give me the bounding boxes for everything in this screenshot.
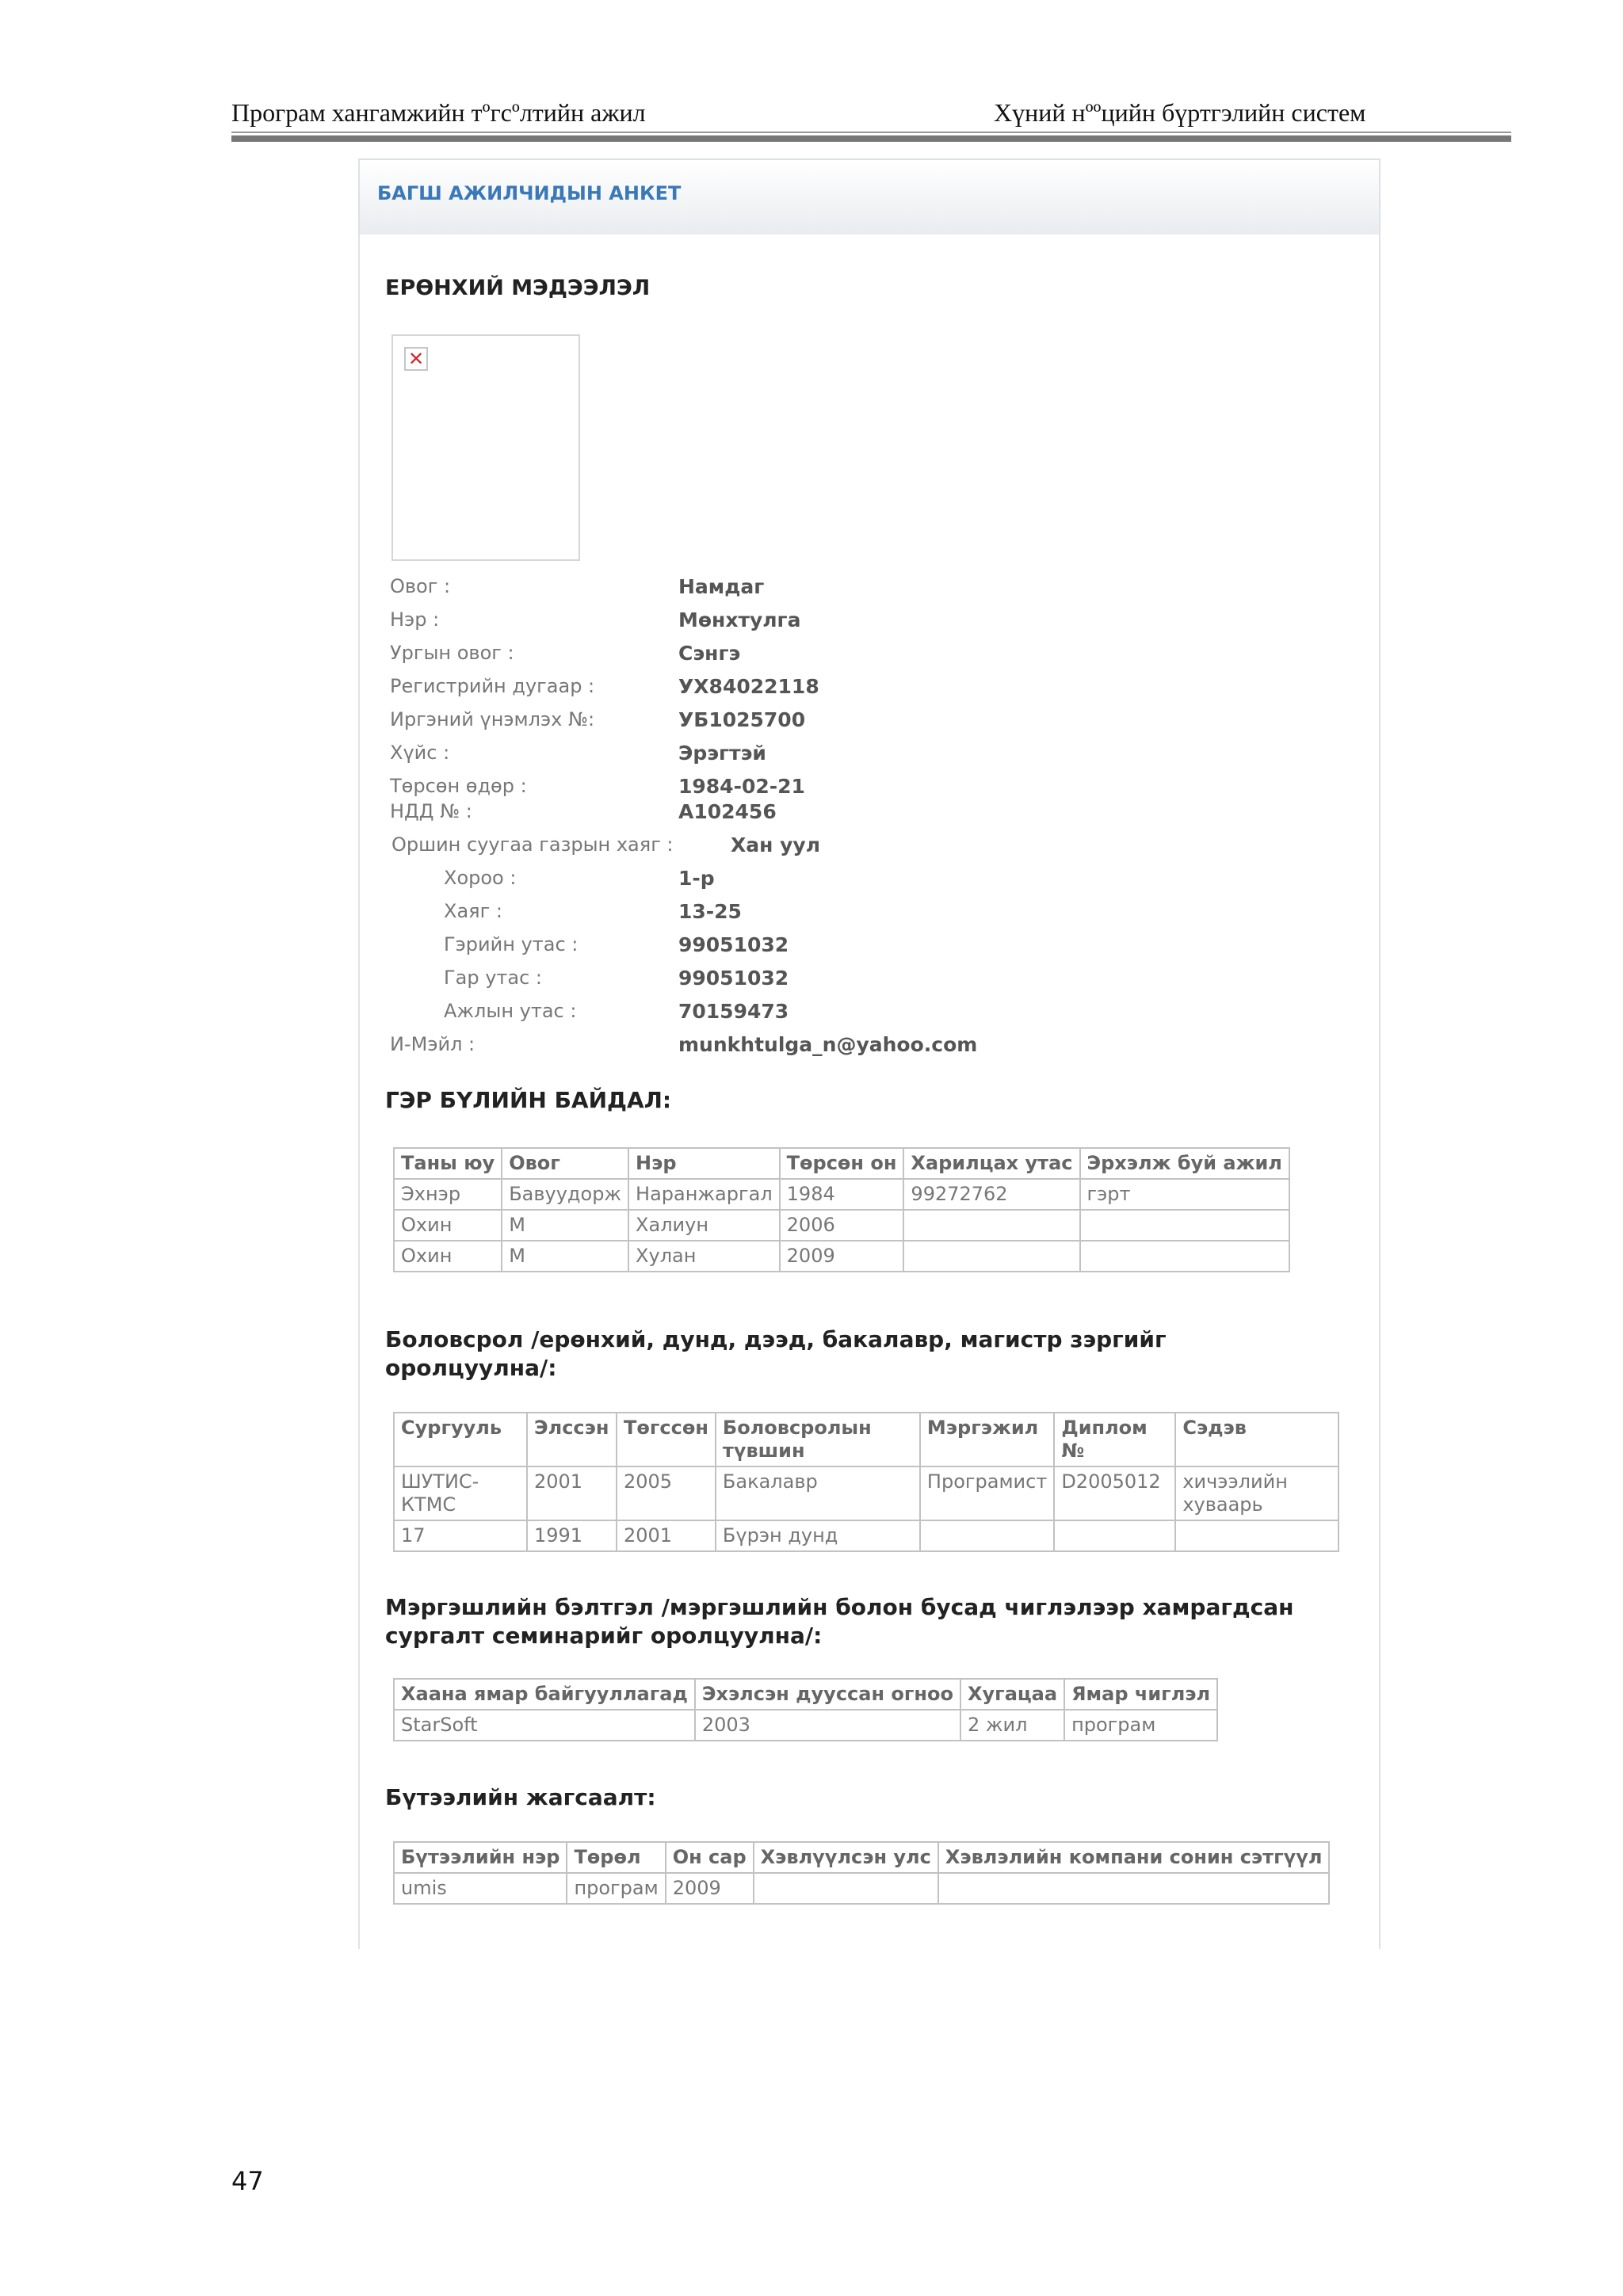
column-header: Харилцах утас — [903, 1148, 1079, 1179]
column-header: Сэдэв — [1175, 1413, 1338, 1466]
field-label-mobile: Гар утас : — [444, 967, 543, 989]
table-row — [394, 1179, 1289, 1210]
table-cell: 1991 — [527, 1520, 617, 1551]
column-header: Хэвлэлийн компани сонин сэтгүүл — [938, 1842, 1330, 1873]
table-header-row — [394, 1148, 1289, 1179]
employee-form-screenshot — [358, 158, 1381, 1949]
table-header-row — [394, 1413, 1338, 1466]
field-label-work-phone: Ажлын утас : — [444, 1000, 577, 1022]
field-label-id-card: Иргэний үнэмлэх №: — [390, 708, 595, 730]
column-header: Хэвлүүлсэн улс — [754, 1842, 938, 1873]
education-table — [393, 1412, 1339, 1552]
column-header: Төгссөн — [617, 1413, 716, 1466]
table-cell: Бүрэн дунд — [716, 1520, 920, 1551]
table-header-row — [394, 1842, 1329, 1873]
table-row — [394, 1466, 1338, 1520]
field-label-clan: Ургын овог : — [390, 642, 514, 664]
field-label-birthdate: Төрсөн өдөр : — [390, 775, 527, 797]
table-cell: 2001 — [617, 1520, 716, 1551]
field-value-address: Хан уул — [731, 833, 821, 856]
field-value-gender: Эрэгтэй — [678, 742, 766, 765]
field-value-work-phone: 70159473 — [678, 1000, 789, 1023]
table-cell: 1984 — [780, 1179, 904, 1210]
page-number: 47 — [231, 2166, 264, 2196]
field-label-home-phone: Гэрийн утас : — [444, 933, 579, 955]
table-row — [394, 1241, 1289, 1272]
family-table — [393, 1147, 1290, 1272]
table-cell: програм — [567, 1873, 665, 1904]
table-cell: Охин — [394, 1210, 502, 1241]
table-cell: 2009 — [780, 1241, 904, 1272]
field-value-home-phone: 99051032 — [678, 933, 789, 956]
table-cell: ШУТИС-КТМС — [394, 1466, 527, 1520]
table-cell: Халиун — [628, 1210, 780, 1241]
field-label-street: Хаяг : — [444, 900, 502, 922]
table-cell: D2005012 — [1054, 1466, 1175, 1520]
field-value-register: УХ84022118 — [678, 675, 819, 698]
field-value-birthdate: 1984-02-21 — [678, 775, 805, 798]
table-row — [394, 1210, 1289, 1241]
table-cell: програм — [1064, 1710, 1217, 1741]
column-header: Он сар — [666, 1842, 754, 1873]
column-header: Ямар чиглэл — [1064, 1679, 1217, 1710]
table-cell: Наранжаргал — [628, 1179, 780, 1210]
training-heading-line1: Мэргэшлийн бэлтгэл /мэргэшлийн болон бусад чиглэлээр хамрагдсан — [385, 1594, 1294, 1620]
column-header: Эхэлсэн дууссан огноо — [695, 1679, 960, 1710]
field-value-ndd: А102456 — [678, 800, 777, 823]
table-cell — [1080, 1210, 1289, 1241]
field-label-surname: Овог : — [390, 575, 451, 597]
table-cell: 2003 — [695, 1710, 960, 1741]
header-left-title: Програм хангамжийн тºгсºлтийн ажил — [231, 98, 646, 127]
table-cell: 99272762 — [903, 1179, 1079, 1210]
form-title: БАГШ АЖИЛЧИДЫН АНКЕТ — [377, 182, 682, 204]
table-row — [394, 1873, 1329, 1904]
table-cell: гэрт — [1080, 1179, 1289, 1210]
column-header: Овог — [502, 1148, 628, 1179]
header-divider-thick — [231, 135, 1511, 142]
table-cell: 2006 — [780, 1210, 904, 1241]
general-info-heading: ЕРӨНХИЙ МЭДЭЭЛЭЛ — [385, 276, 651, 300]
table-cell — [938, 1873, 1330, 1904]
table-cell: umis — [394, 1873, 567, 1904]
training-table — [393, 1678, 1218, 1741]
field-label-gender: Хүйс : — [390, 742, 450, 764]
field-value-id-card: УБ1025700 — [678, 708, 806, 731]
table-cell — [754, 1873, 938, 1904]
table-row — [394, 1520, 1338, 1551]
column-header: Таны юу — [394, 1148, 502, 1179]
field-label-khoroo: Хороо : — [444, 867, 517, 889]
table-header-row — [394, 1679, 1217, 1710]
column-header: Нэр — [628, 1148, 780, 1179]
field-value-name: Мөнхтулга — [678, 608, 801, 631]
table-cell: 2 жил — [960, 1710, 1064, 1741]
photo-placeholder — [391, 334, 580, 561]
column-header: Төрөл — [567, 1842, 665, 1873]
column-header: Хугацаа — [960, 1679, 1064, 1710]
table-cell: хичээлийн хуваарь — [1175, 1466, 1338, 1520]
field-value-street: 13-25 — [678, 900, 742, 923]
education-heading-line2: оролцуулна/: — [385, 1355, 557, 1381]
table-cell: Хулан — [628, 1241, 780, 1272]
table-cell — [903, 1241, 1079, 1272]
field-value-email: munkhtulga_n@yahoo.com — [678, 1033, 978, 1056]
form-title-bar — [358, 158, 1381, 235]
field-value-surname: Намдаг — [678, 575, 765, 598]
field-label-name: Нэр : — [390, 608, 440, 631]
column-header: Эрхэлж буй ажил — [1080, 1148, 1289, 1179]
field-label-ndd: НДД № : — [390, 800, 472, 822]
header-divider-thin — [231, 132, 1511, 133]
table-row — [394, 1710, 1217, 1741]
column-header: Хаана ямар байгууллагад — [394, 1679, 695, 1710]
table-cell: StarSoft — [394, 1710, 695, 1741]
field-value-clan: Сэнгэ — [678, 642, 741, 665]
table-cell: 2001 — [527, 1466, 617, 1520]
column-header: Сургууль — [394, 1413, 527, 1466]
table-cell — [1080, 1241, 1289, 1272]
table-cell — [1054, 1520, 1175, 1551]
education-heading-line1: Боловсрол /ерөнхий, дунд, дээд, бакалавр, магистр зэргийг — [385, 1326, 1167, 1352]
header-right-title: Хүний нººцийн бүртгэлийн систем — [994, 98, 1366, 127]
column-header: Мэргэжил — [920, 1413, 1054, 1466]
broken-image-icon: ✕ — [404, 347, 428, 371]
table-cell — [903, 1210, 1079, 1241]
table-cell: М — [502, 1241, 628, 1272]
family-heading: ГЭР БҮЛИЙН БАЙДАЛ: — [385, 1087, 672, 1113]
table-cell — [1175, 1520, 1338, 1551]
table-cell — [920, 1520, 1054, 1551]
table-cell: М — [502, 1210, 628, 1241]
works-heading: Бүтээлийн жагсаалт: — [385, 1784, 656, 1810]
table-cell: 2005 — [617, 1466, 716, 1520]
table-cell: 17 — [394, 1520, 527, 1551]
field-label-email: И-Мэйл : — [390, 1033, 475, 1055]
table-cell: Эхнэр — [394, 1179, 502, 1210]
table-cell: Бавуудорж — [502, 1179, 628, 1210]
field-label-address: Оршин суугаа газрын хаяг : — [391, 833, 674, 856]
table-cell: 2009 — [666, 1873, 754, 1904]
column-header: Бүтээлийн нэр — [394, 1842, 567, 1873]
table-cell: Охин — [394, 1241, 502, 1272]
table-cell: Бакалавр — [716, 1466, 920, 1520]
column-header: Боловсролын түвшин — [716, 1413, 920, 1466]
field-value-khoroo: 1-р — [678, 867, 715, 890]
column-header: Диплом № — [1054, 1413, 1175, 1466]
page-header — [231, 95, 1511, 130]
field-label-register: Регистрийн дугаар : — [390, 675, 595, 697]
column-header: Төрсөн он — [780, 1148, 904, 1179]
training-heading-line2: сургалт семинарийг оролцуулна/: — [385, 1623, 823, 1649]
field-value-mobile: 99051032 — [678, 967, 789, 990]
works-table — [393, 1841, 1330, 1905]
column-header: Элссэн — [527, 1413, 617, 1466]
table-cell: Програмист — [920, 1466, 1054, 1520]
